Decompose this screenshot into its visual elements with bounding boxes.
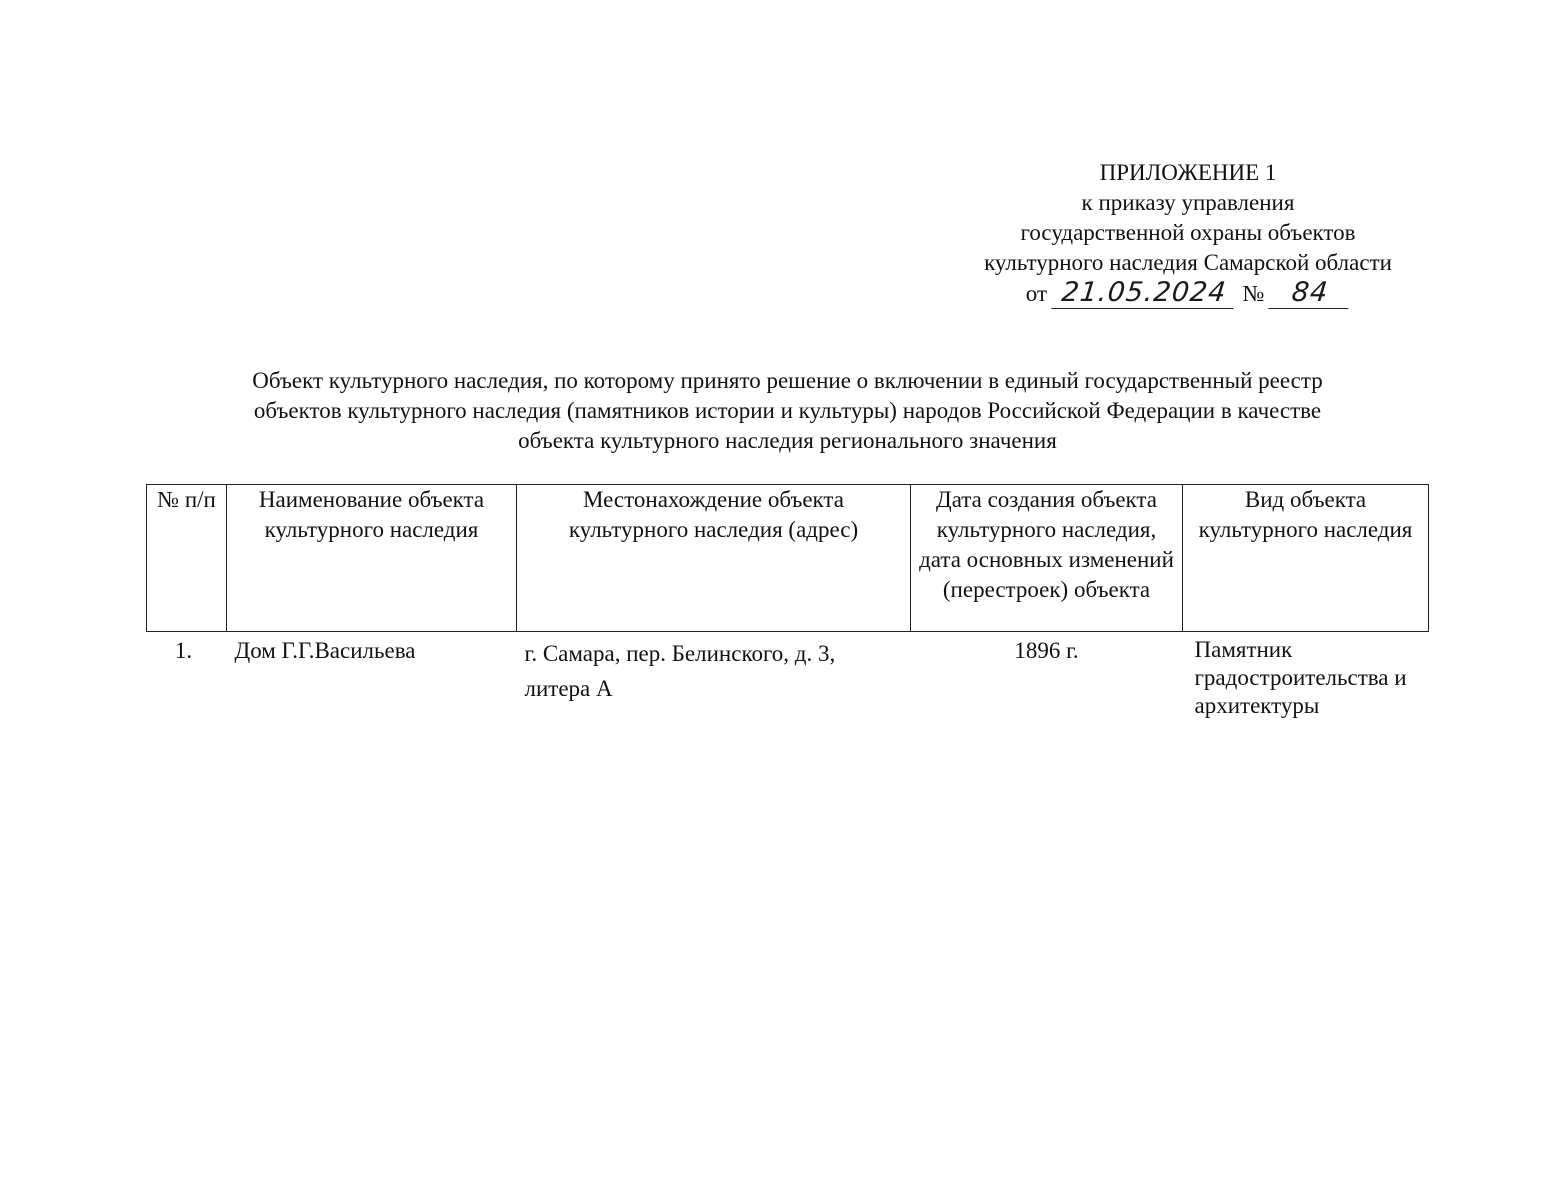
row-address: г. Самара, пер. Белинского, д. 3, литера А	[524, 641, 836, 701]
row-number: 1.	[174, 638, 193, 663]
row-object-kind: Памятник градостроительства и архитектуры	[1194, 637, 1407, 718]
table-row	[147, 632, 1429, 721]
date-prefix: от	[1025, 281, 1048, 306]
document-title	[140, 366, 1435, 456]
handwritten-date: 21.05.2024	[1051, 278, 1236, 309]
appendix-line-authority: государственной охраны объектов	[1020, 220, 1356, 245]
appendix-line-region: культурного наследия Самарской области	[984, 250, 1392, 275]
row-creation-date: 1896 г.	[1014, 638, 1079, 663]
handwritten-number: 84	[1269, 278, 1352, 309]
row-object-name: Дом Г.Г.Васильева	[234, 638, 416, 663]
title-line-2: объектов культурного наследия (памятников истории и культуры) народов Российской Федерации в качестве	[253, 398, 1322, 423]
header-address: Местонахождение объекта культурного наследия (адрес)	[517, 485, 911, 632]
header-kind: Вид объекта культурного наследия	[1183, 485, 1429, 632]
order-date-number-line	[940, 278, 1436, 312]
header-date: Дата создания объекта культурного наследия, дата основных изменений (перестроек) объекта	[911, 485, 1183, 632]
appendix-title: ПРИЛОЖЕНИЕ 1	[1099, 160, 1277, 185]
title-line-3: объекта культурного наследия регионального значения	[518, 428, 1057, 453]
header-number: № п/п	[147, 485, 227, 632]
appendix-header	[940, 158, 1436, 312]
number-sign: №	[1242, 281, 1265, 306]
header-name: Наименование объекта культурного наследия	[227, 485, 517, 632]
title-line-1: Объект культурного наследия, по которому принято решение о включении в единый государственный реестр	[252, 368, 1323, 393]
heritage-objects-table	[146, 484, 1429, 720]
appendix-line-order: к приказу управления	[1081, 190, 1295, 215]
table-header-row	[147, 485, 1429, 632]
